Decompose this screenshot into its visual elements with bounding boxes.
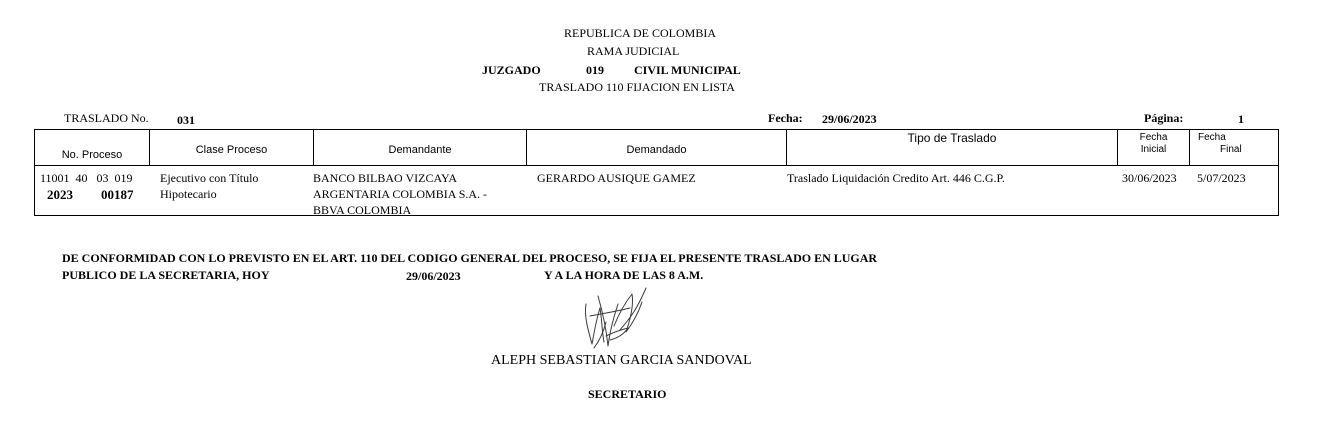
signature-image (580, 286, 652, 352)
fecha-value: 29/06/2023 (822, 112, 877, 126)
col-header-clase: Clase Proceso (195, 144, 268, 156)
proceso-number: 00187 (101, 187, 134, 202)
notice-line1: DE CONFORMIDAD CON LO PREVISTO EN EL ART. 110 DEL CODIGO GENERAL DEL PROCESO, SE FIJA EL PRESENTE TRASLADO EN LUGAR (62, 251, 878, 265)
clase-line2: Hipotecario (160, 187, 217, 201)
proceso-year: 2023 (47, 187, 73, 202)
demandante-line3: BBVA COLOMBIA (313, 203, 412, 217)
header-juzgado-type: CIVIL MUNICIPAL (634, 63, 741, 77)
clase-line1: Ejecutivo con Título (160, 171, 259, 185)
tipo-traslado: Traslado Liquidación Credito Art. 446 C.G.P. (787, 171, 1005, 185)
notice-date: 29/06/2023 (406, 269, 461, 283)
header-country: REPUBLICA DE COLOMBIA (564, 26, 717, 40)
pagina-label: Página: (1144, 111, 1184, 125)
notice-line2-end: Y A LA HORA DE LAS 8 A.M. (544, 268, 704, 282)
col-header-fecha-inicial (1118, 132, 1189, 156)
traslado-value: 031 (177, 113, 195, 127)
col-header-fecha-final-line2: Final (1220, 144, 1242, 155)
col-header-fecha-inicial-line2: Inicial (1140, 144, 1167, 155)
fecha-label: Fecha: (768, 111, 803, 125)
proceso-code: 11001 40 03 019 (40, 171, 133, 185)
col-header-demandado: Demandado (626, 144, 687, 156)
fecha-final: 5/07/2023 (1197, 171, 1246, 185)
col-header-fecha-final-line1: Fecha (1198, 132, 1226, 143)
header-branch: RAMA JUDICIAL (587, 44, 680, 58)
signatory-title: SECRETARIO (588, 387, 667, 401)
traslado-label: TRASLADO No. (64, 111, 149, 125)
header-juzgado-label: JUZGADO (482, 63, 541, 77)
col-header-fecha-final (1190, 132, 1278, 156)
signatory-name: ALEPH SEBASTIAN GARCIA SANDOVAL (491, 353, 752, 368)
fecha-inicial: 30/06/2023 (1122, 171, 1177, 185)
demandante-line1: BANCO BILBAO VIZCAYA (313, 171, 458, 185)
header-juzgado-number: 019 (586, 63, 604, 77)
demandado: GERARDO AUSIQUE GAMEZ (537, 171, 696, 185)
traslado-table (34, 129, 1279, 216)
pagina-value: 1 (1238, 112, 1244, 126)
col-header-no-proceso: No. Proceso (61, 149, 123, 161)
demandante-line2: ARGENTARIA COLOMBIA S.A. - (313, 187, 488, 201)
header-divider (35, 165, 1278, 166)
col-header-fecha-inicial-line1: Fecha (1139, 132, 1168, 143)
header-subtitle: TRASLADO 110 FIJACION EN LISTA (539, 80, 735, 94)
notice-line2-start: PUBLICO DE LA SECRETARIA, HOY (62, 268, 270, 282)
col-header-tipo: Tipo de Traslado (907, 131, 997, 145)
col-header-demandante: Demandante (388, 144, 452, 156)
